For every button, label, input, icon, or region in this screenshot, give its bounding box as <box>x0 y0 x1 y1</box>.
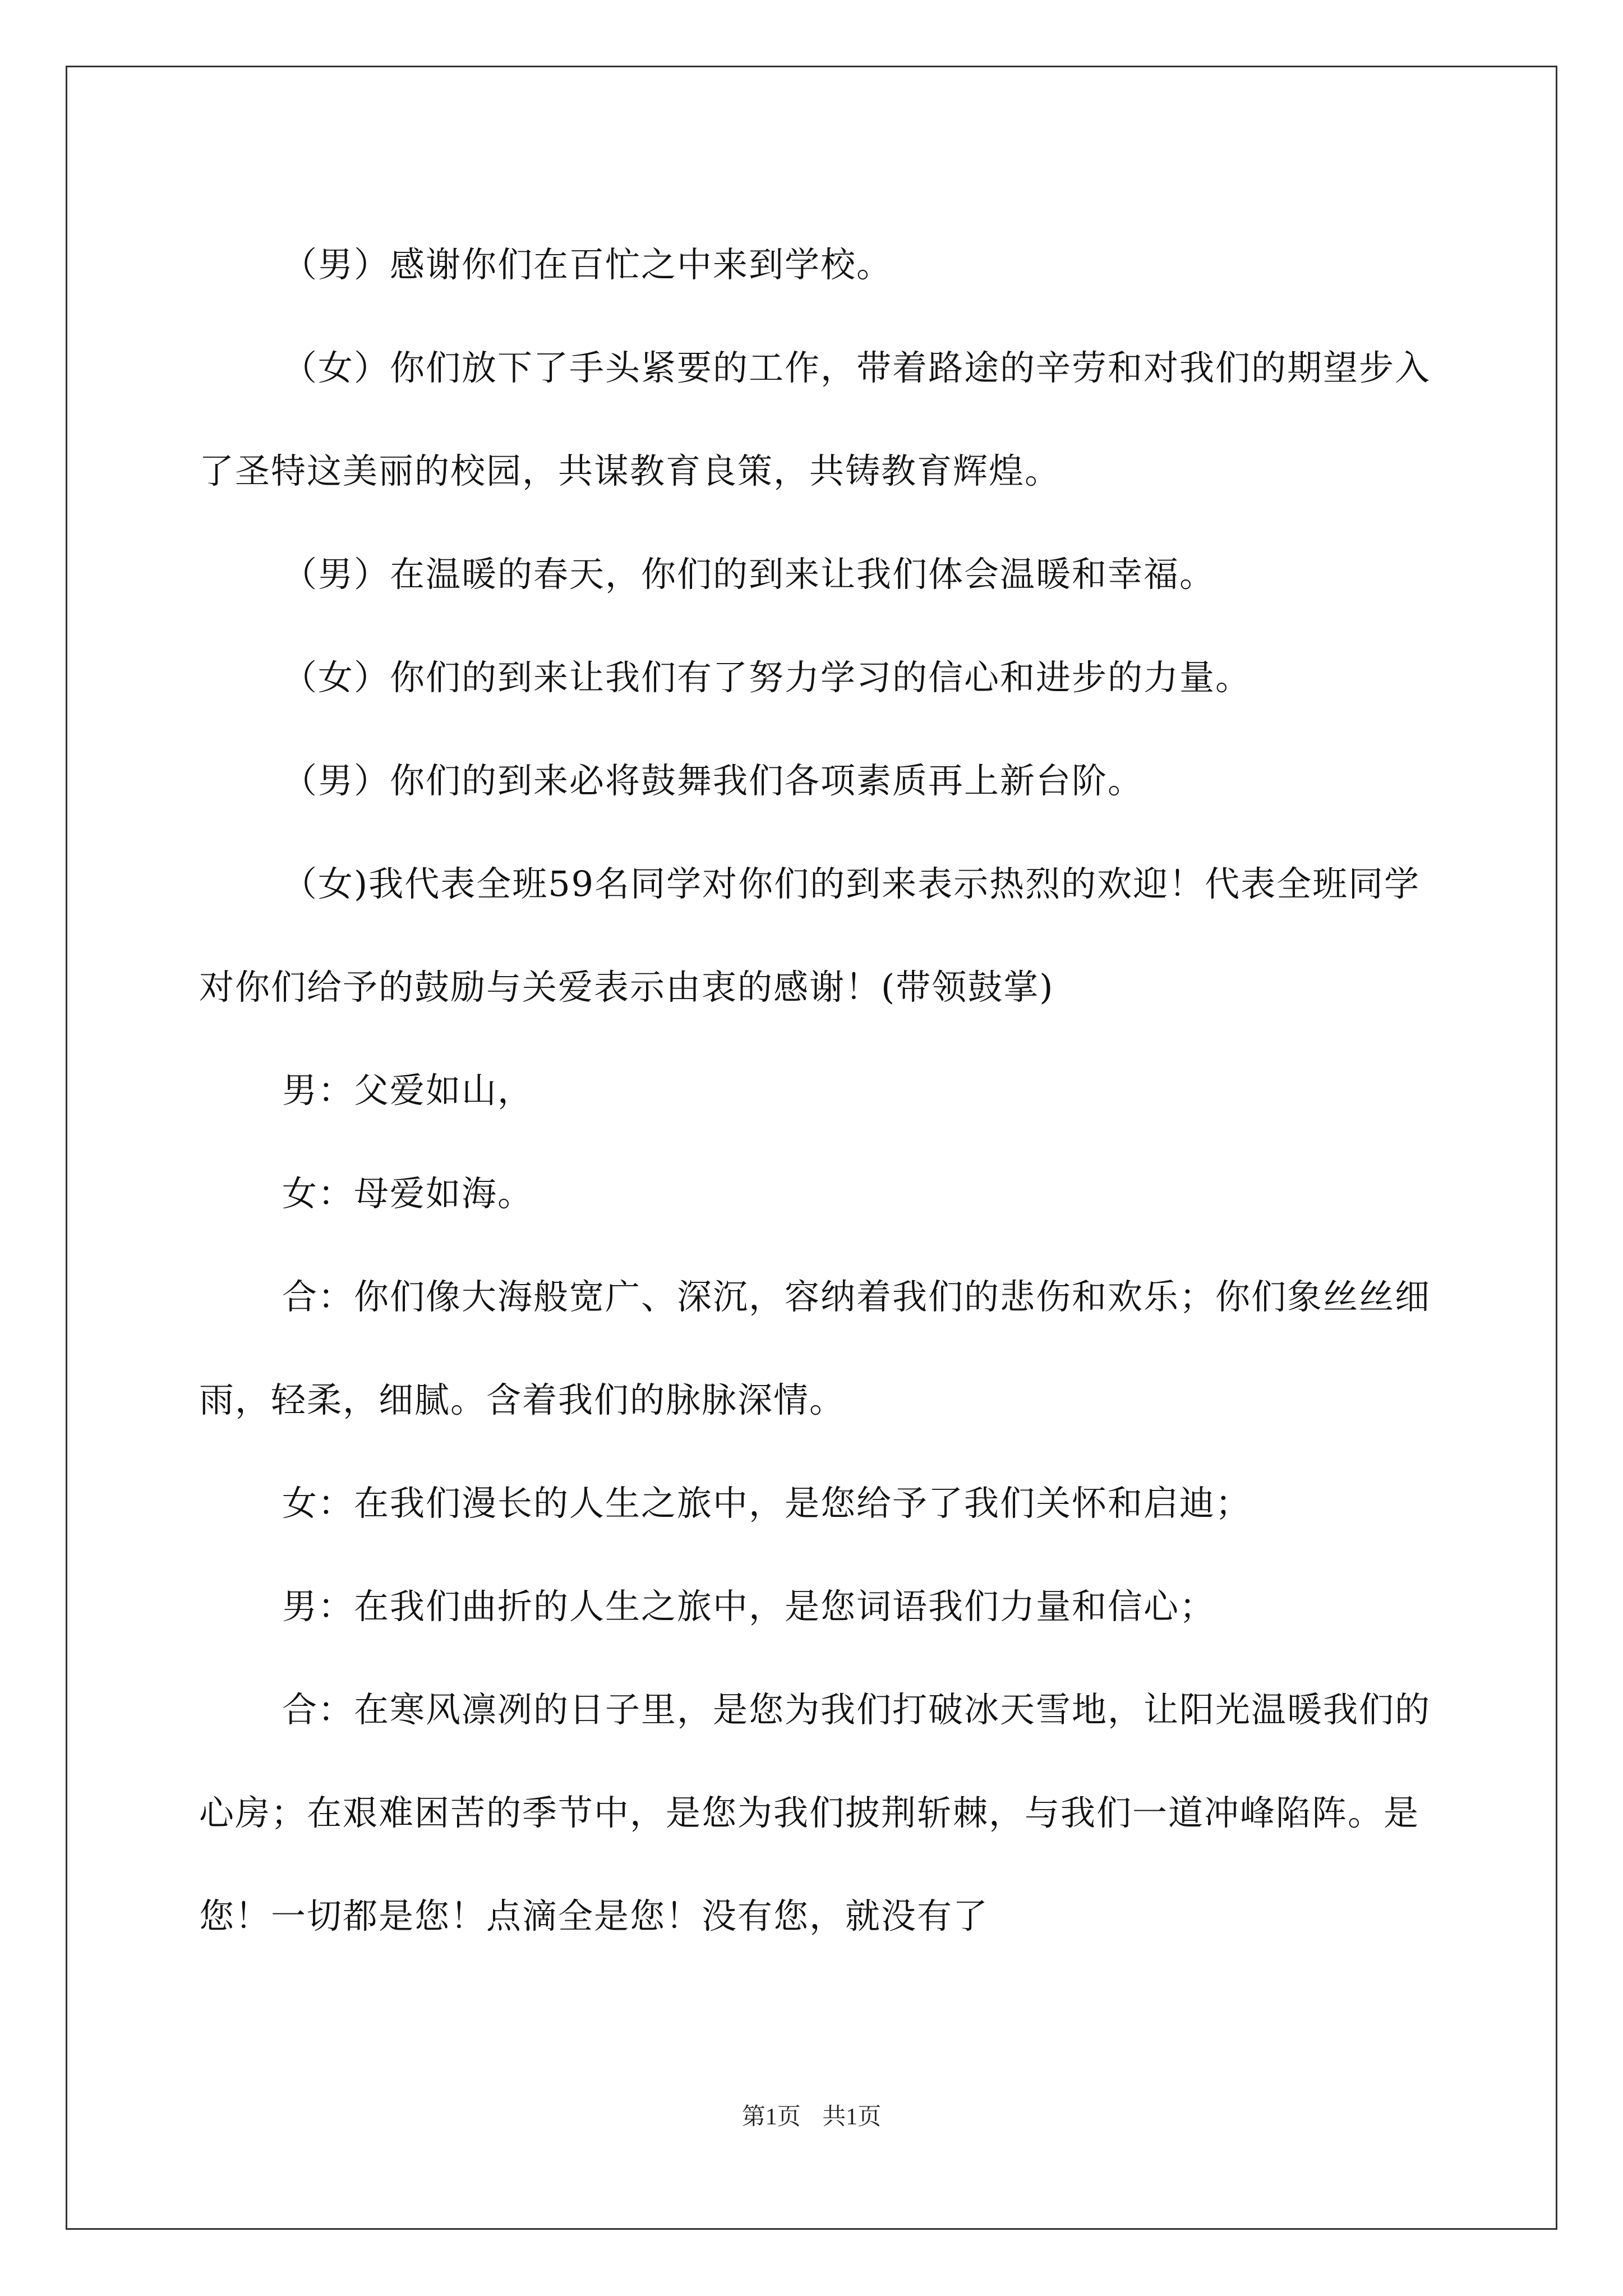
paragraph: 合：你们像大海般宽广、深沉，容纳着我们的悲伤和欢乐；你们象丝丝细雨，轻柔，细腻。含着我们的脉脉深情。 <box>199 1276 1431 1420</box>
paragraph: 女：母爱如海。 <box>282 1173 534 1214</box>
paragraph: 合：在寒风凛冽的日子里，是您为我们打破冰天雪地，让阳光温暖我们的心房；在艰难困苦的季节中，是您为我们披荆斩棘，与我们一道冲峰陷阵。是您！一切都是您！点滴全是您！没有您，就没有了 <box>199 1689 1431 1936</box>
paragraph: （男）感谢你们在百忙之中来到学校。 <box>282 244 893 285</box>
page-number: 第1页 <box>741 2104 801 2130</box>
page-total: 共1页 <box>822 2104 882 2130</box>
document-body <box>199 213 1433 1968</box>
paragraph: （男）你们的到来必将鼓舞我们各项素质再上新台阶。 <box>282 760 1144 801</box>
paragraph: （女）你们的到来让我们有了努力学习的信心和进步的力量。 <box>282 657 1252 698</box>
paragraph: 女：在我们漫长的人生之旅中，是您给予了我们关怀和启迪； <box>282 1483 1252 1524</box>
paragraph: （女）你们放下了手头紧要的工作，带着路途的辛劳和对我们的期望步入了圣特这美丽的校园，共谋教育良策，共铸教育辉煌。 <box>199 347 1431 491</box>
page-footer <box>0 2098 1623 2132</box>
paragraph: （男）在温暖的春天，你们的到来让我们体会温暖和幸福。 <box>282 554 1216 595</box>
paragraph: 男：在我们曲折的人生之旅中，是您词语我们力量和信心； <box>282 1586 1216 1627</box>
paragraph: （女)我代表全班59名同学对你们的到来表示热烈的欢迎！代表全班同学对你们给予的鼓励与关爱表示由衷的感谢！(带领鼓掌) <box>199 863 1421 1007</box>
paragraph: 男：父爱如山， <box>282 1070 534 1111</box>
